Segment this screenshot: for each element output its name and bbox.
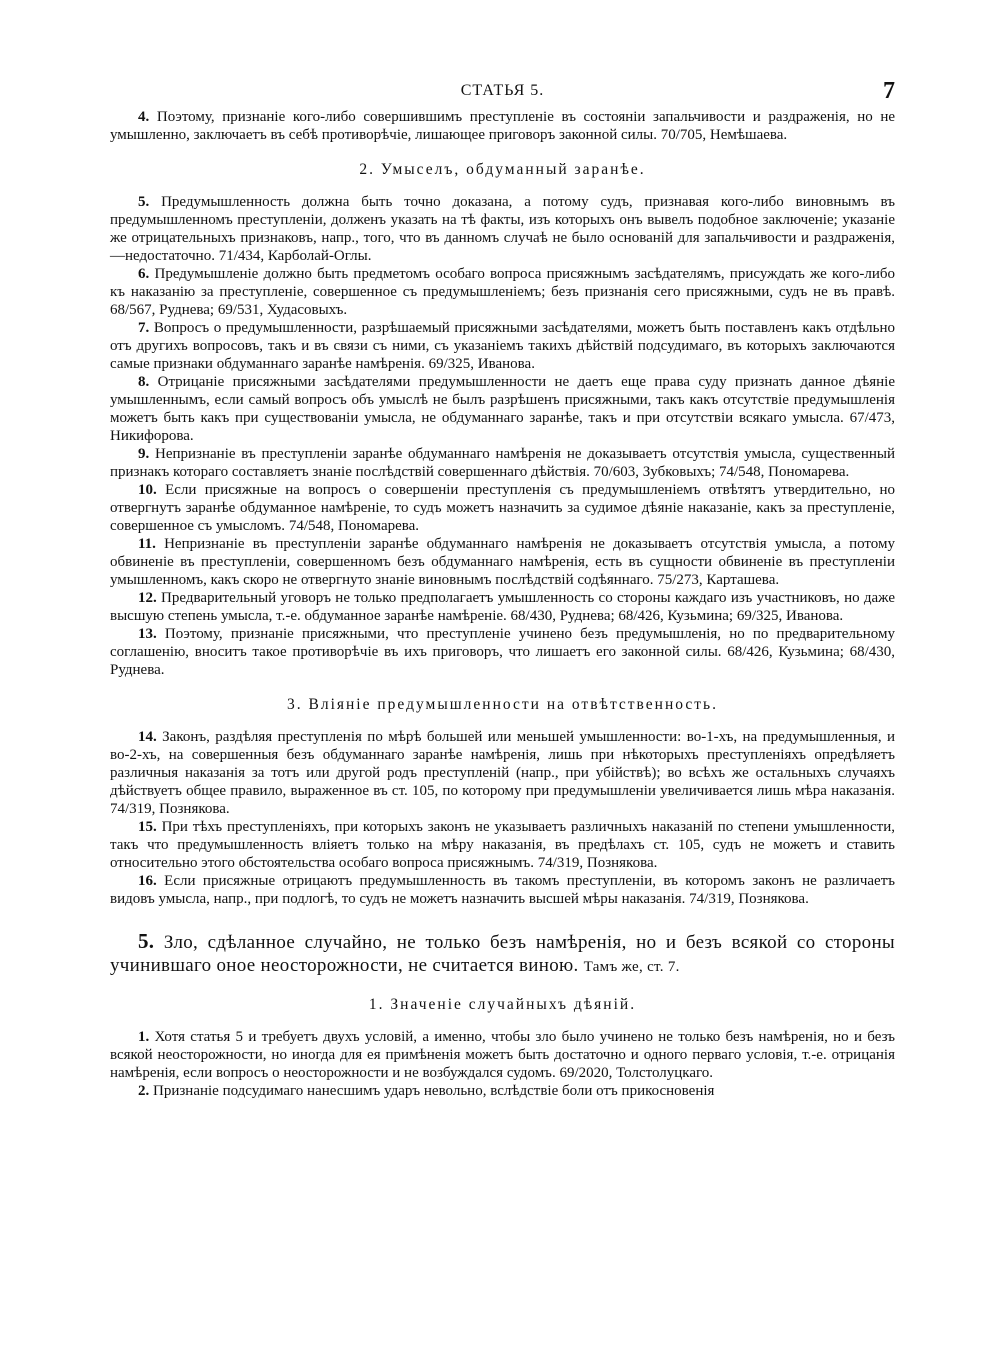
article-source: Тамъ же, ст. 7. — [583, 959, 680, 975]
paragraph-7 — [110, 319, 895, 373]
page — [110, 78, 895, 1100]
running-header — [110, 78, 895, 108]
case-reference: 75/273, Карташева. — [657, 572, 780, 588]
paragraph-text: Если присяжные отрицаютъ предумышленность въ такомъ преступленіи, въ которомъ законъ не различаетъ видовъ умысла, напр., при подлогѣ, то судъ не можетъ назначить высшей мѣры наказанія. — [110, 873, 896, 907]
note-2 — [110, 1082, 895, 1100]
paragraph-16 — [110, 872, 895, 908]
paragraph-text: Законъ, раздѣляя преступленія по мѣрѣ большей или меньшей умышленности: во-1-хъ, на предумышленныя, и во-2-хъ, на совершенныя безъ обдуманнаго заранѣе намѣренія, лишь при нѣкоторыхъ преступленіяхъ опредѣляетъ различныя наказанія за тотъ или другой родъ преступленій (напр., при убійствѣ); во всѣхъ же остальныхъ случаяхъ дѣйствуетъ общее правило, выраженное въ ст. 105, по которому при предумышленіи увеличивается лишь мѣра наказанія. — [110, 729, 896, 799]
case-reference: 71/434, Карболай-Оглы. — [218, 248, 372, 264]
paragraph-number: 14. — [138, 729, 157, 745]
paragraph-text: Непризнаніе въ преступленіи заранѣе обдуманнаго намѣренія не доказываетъ отсутствія умысла, а потому обвиненіе въ преступленіи, совершенномъ безъ обдуманнаго намѣренія, есть въ сущности обвиненіе въ преступленіи умышленномъ, какъ скоро не отвергнуто знаніе виновнымъ послѣдствій содѣяннаго. — [110, 536, 895, 588]
paragraph-text: Если присяжные на вопросъ о совершеніи преступленія съ предумышленіемъ отвѣтятъ утвердительно, но отвергнутъ заранѣе обдуманное намѣреніе, то судъ можетъ назначить за судимое дѣяніе наказаніе, какъ за преступленіе, совершенное съ умысломъ. — [110, 482, 895, 534]
paragraph-6 — [110, 265, 895, 319]
paragraph-number: 15. — [138, 819, 157, 835]
page-number: 7 — [883, 78, 895, 104]
paragraph-text: Предумышленность должна быть точно доказана, а потому судъ, признавая кого-либо виновнымъ въ предумышленномъ преступленіи, долженъ указать на тѣ факты, изъ которыхъ онъ вывелъ подобное заключеніе; указаніе же отрицательныхъ признаковъ, напр., того, что въ данномъ случаѣ не было основаній для запальчивости и раздраженія,—недостаточно. — [110, 194, 896, 264]
paragraph-number: 6. — [138, 266, 150, 282]
case-reference: 68/430, Руднева; 68/426, Кузьмина; 69/325, Иванова. — [510, 608, 844, 624]
case-reference: 69/325, Иванова. — [428, 356, 535, 372]
article-number: 5. — [138, 929, 155, 953]
paragraph-text: Признаніе подсудимаго нанесшимъ ударъ невольно, вслѣдствіе боли отъ прикосновенія — [153, 1083, 715, 1099]
paragraph-number: 9. — [138, 446, 150, 462]
paragraph-number: 11. — [138, 536, 156, 552]
paragraph-number: 13. — [138, 626, 157, 642]
section-heading-3: 3. Вліяніе предумышленности на отвѣтственность. — [287, 696, 718, 713]
case-reference: 74/319, Познякова. — [689, 891, 809, 907]
paragraph-text: Отрицаніе присяжными засѣдателями предумышленности не даетъ еще права суду признать данное дѣяніе умышленнымъ, если самый вопросъ объ умыслѣ не былъ разрѣшенъ присяжными, такъ какъ отсутствіе предумышленія можетъ быть какъ при существованіи умысла, не обдуманнаго заранѣе, такъ и при отсутствіи всякаго умысла. — [110, 374, 895, 426]
paragraph-text: Хотя статья 5 и требуетъ двухъ условій, а именно, чтобы зло было учинено не только безъ намѣренія, но и безъ всякой неосторожности, но иногда для ея примѣненія можетъ быть достаточно и одного перваго условія, т.-е. отрицанія намѣренія, если вопросъ о неосторожности и не возбуждался судомъ. — [110, 1029, 895, 1081]
paragraph-12 — [110, 589, 895, 625]
paragraph-15 — [110, 818, 895, 872]
paragraph-4 — [110, 108, 895, 144]
paragraph-text: Поэтому, признаніе присяжными, что преступленіе учинено безъ предумышленія, но по предварительному соглашенію, вноситъ такое противорѣчіе въ ихъ приговоръ, что лишаетъ его законной силы. — [110, 626, 896, 660]
paragraph-5 — [110, 193, 895, 265]
paragraph-number: 4. — [138, 109, 150, 125]
case-reference: 70/705, Немѣшаева. — [660, 127, 788, 143]
article-body: Зло, сдѣланное случайно, не только безъ намѣренія, но и безъ всякой со стороны учинившаго оное неосторожности, не считается виною. — [110, 932, 895, 976]
case-reference: 67/473, Никифорова. — [110, 410, 896, 444]
case-reference: 68/426, Кузьмина; 68/430, Руднева. — [110, 644, 896, 678]
case-reference: 68/567, Руднева; 69/531, Худасовыхъ. — [110, 302, 348, 318]
case-reference: 69/2020, Толстолуцкаго. — [559, 1065, 714, 1081]
paragraph-10 — [110, 481, 895, 535]
paragraph-14 — [110, 728, 895, 818]
case-reference: 74/548, Пономарева. — [288, 518, 420, 534]
running-title: СТАТЬЯ 5. — [460, 82, 545, 99]
paragraph-number: 10. — [138, 482, 157, 498]
article-5-text — [110, 930, 895, 979]
section-heading-2: 2. Умыселъ, обдуманный заранѣе. — [359, 161, 646, 178]
paragraph-number: 7. — [138, 320, 150, 336]
paragraph-13 — [110, 625, 895, 679]
note-1 — [110, 1028, 895, 1082]
paragraph-number: 5. — [138, 194, 150, 210]
case-reference: 70/603, Зубковыхъ; 74/548, Пономарева. — [593, 464, 850, 480]
paragraph-8 — [110, 373, 895, 445]
section-heading-1: 1. Значеніе случайныхъ дѣяній. — [368, 996, 637, 1013]
paragraph-text: Непризнаніе въ преступленіи заранѣе обдуманнаго намѣренія не доказываетъ отсутствія умысла, существенный признакъ котораго составляетъ знаніе послѣдствій совершеннаго дѣйствія. — [110, 446, 896, 480]
case-reference: 74/319, Познякова. — [110, 801, 230, 817]
paragraph-9 — [110, 445, 895, 481]
paragraph-number: 12. — [138, 590, 157, 606]
paragraph-number: 1. — [138, 1029, 150, 1045]
paragraph-number: 2. — [138, 1083, 150, 1099]
paragraph-text: При тѣхъ преступленіяхъ, при которыхъ законъ не указываетъ различныхъ наказаній по степени умышленности, такъ что предумышленность вліяетъ только на мѣру наказанія, въ предѣлахъ ст. 105, судъ не можетъ и ставить относительно этого обстоятельства особаго вопроса присяжнымъ. — [110, 819, 896, 871]
paragraph-text: Предварительный уговоръ не только предполагаетъ умышленность со стороны каждаго изъ участниковъ, но даже высшую степень умысла, т.-е. обдуманное заранѣе намѣреніе. — [110, 590, 896, 624]
paragraph-number: 8. — [138, 374, 150, 390]
paragraph-number: 16. — [138, 873, 157, 889]
paragraph-text: Поэтому, признаніе кого-либо совершившимъ преступленіе въ состояніи запальчивости и раздраженія, но не умышленно, заключаетъ въ себѣ противорѣчіе, лишающее приговоръ законной силы. — [110, 109, 896, 143]
paragraph-text: Предумышленіе должно быть предметомъ особаго вопроса присяжнымъ засѣдателямъ, присуждать же кого-либо къ наказанію за преступленіе, совершенное съ предумышленіемъ; безъ признанія сего присяжными, судъ не въ правѣ. — [110, 266, 896, 300]
case-reference: 74/319, Познякова. — [537, 855, 658, 871]
paragraph-text: Вопросъ о предумышленности, разрѣшаемый присяжными засѣдателями, можетъ быть поставленъ какъ отдѣльно отъ другихъ вопросовъ, такъ и въ связи съ ними, съ указаніемъ такихъ дѣйствій подсудимаго, въ которыхъ заключаются самые признаки обдуманнаго заранѣе намѣренія. — [110, 320, 895, 372]
paragraph-11 — [110, 535, 895, 589]
